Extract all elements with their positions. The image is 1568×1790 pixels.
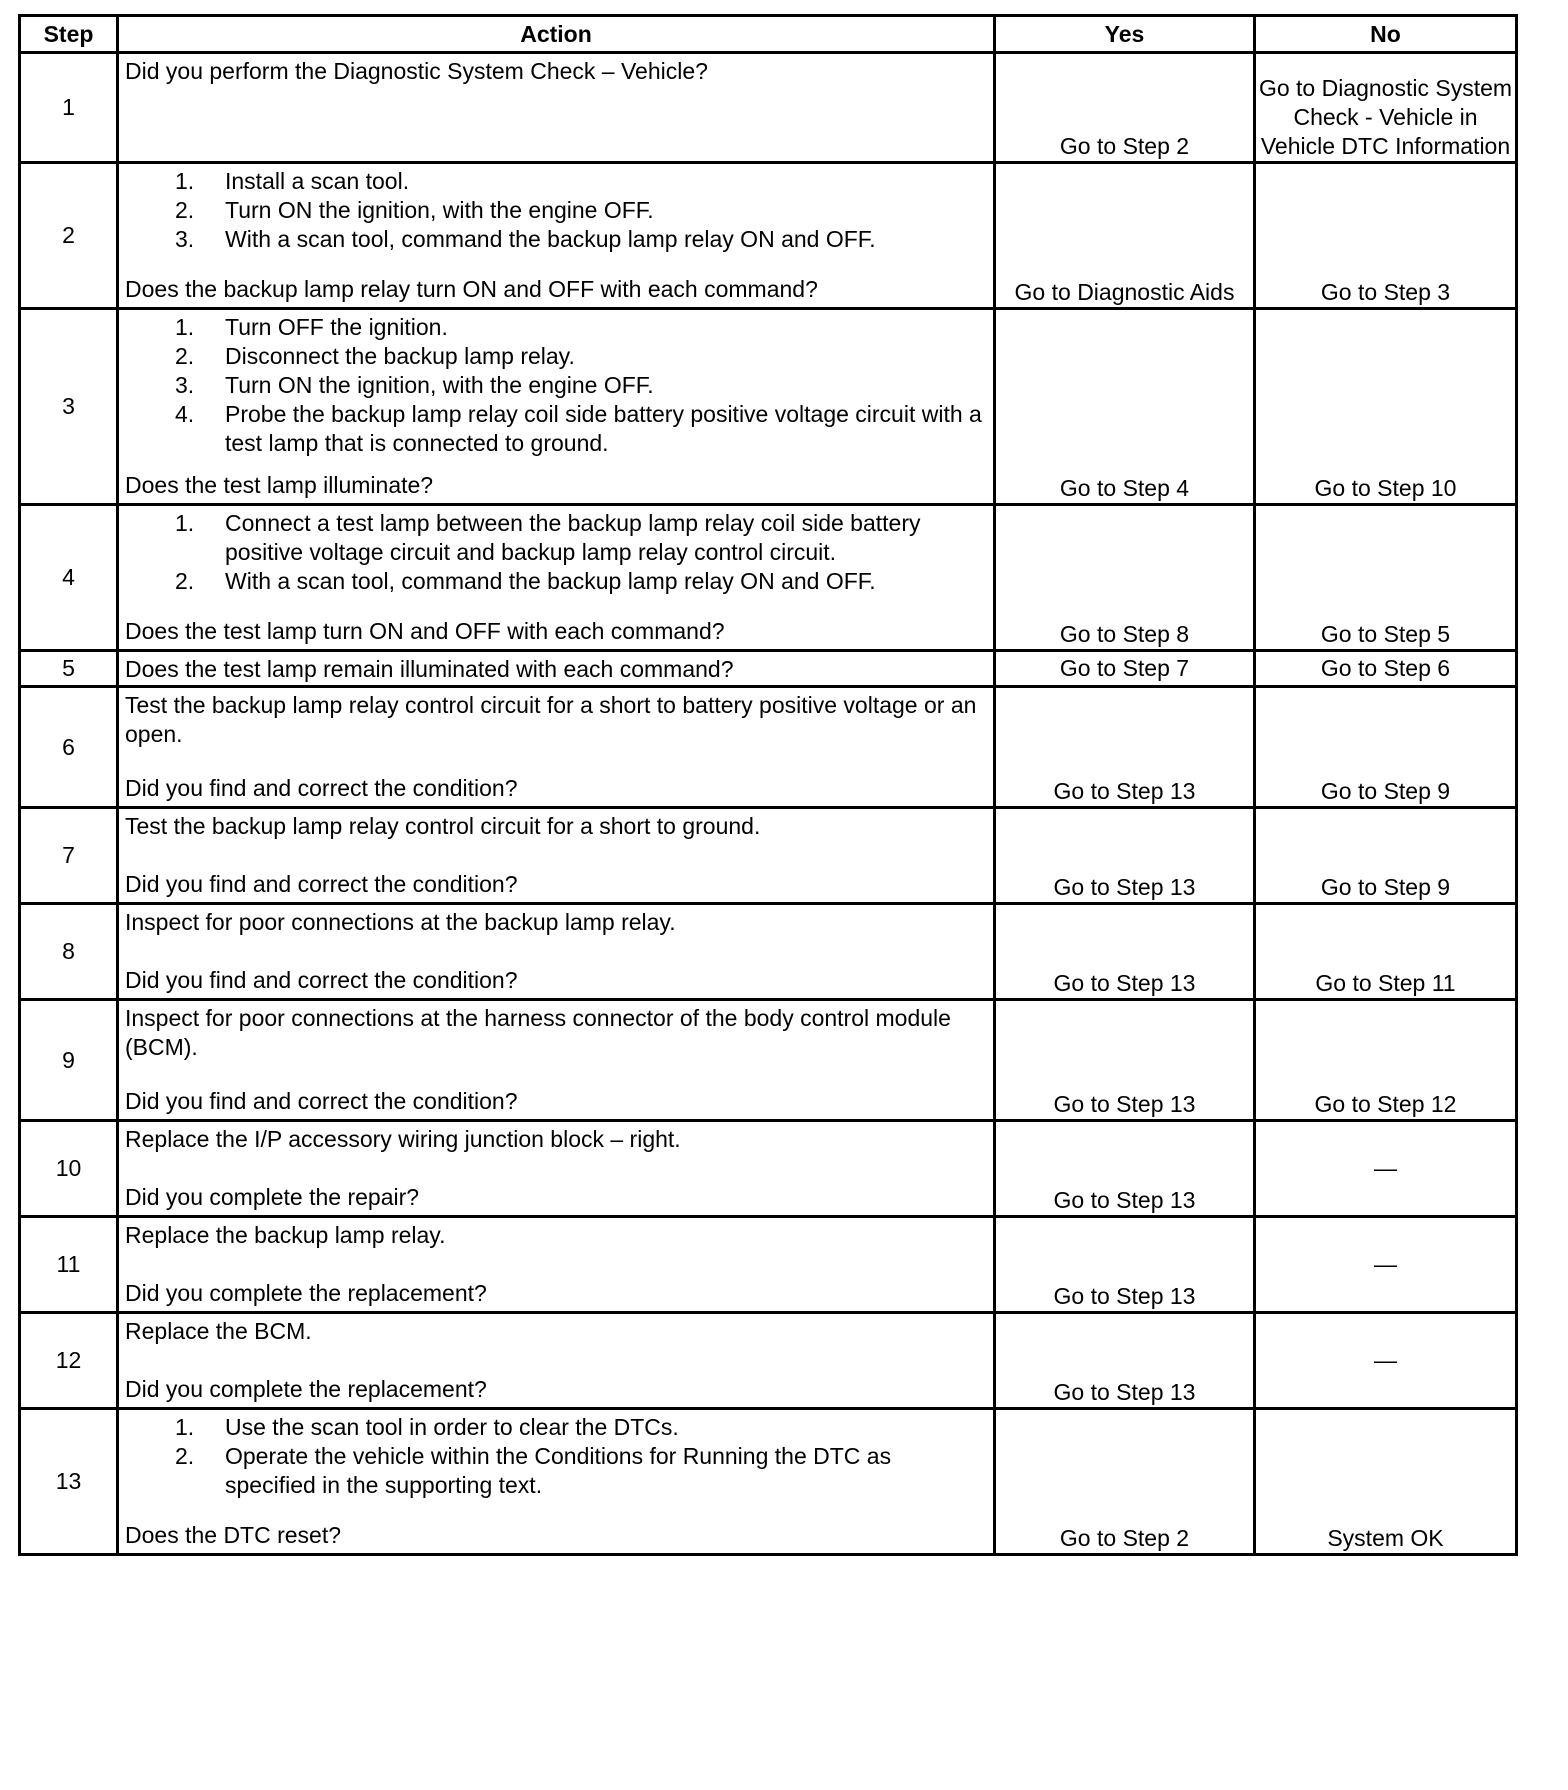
table-row bbox=[20, 309, 1517, 505]
list-item-number: 2. bbox=[175, 568, 195, 594]
action-question: Did you find and correct the condition? bbox=[125, 1088, 518, 1114]
action-steps-list bbox=[125, 1413, 987, 1500]
no-result: Go to Step 10 bbox=[1255, 309, 1517, 505]
no-result: — bbox=[1255, 1217, 1517, 1313]
action-text: Test the backup lamp relay control circuit for a short to battery positive voltage or an open. bbox=[125, 692, 977, 747]
list-item bbox=[175, 313, 987, 342]
header-action: Action bbox=[118, 16, 995, 53]
no-result: Go to Diagnostic System Check - Vehicle in Vehicle DTC Information bbox=[1255, 53, 1517, 163]
list-item-number: 2. bbox=[175, 1443, 195, 1469]
header-step: Step bbox=[20, 16, 118, 53]
list-item-text: Turn ON the ignition, with the engine OFF. bbox=[225, 372, 654, 398]
table-row bbox=[20, 687, 1517, 808]
action-question: Does the test lamp illuminate? bbox=[125, 472, 434, 498]
yes-result: Go to Step 2 bbox=[995, 53, 1255, 163]
list-item-number: 1. bbox=[175, 314, 195, 340]
no-result: System OK bbox=[1255, 1409, 1517, 1555]
action-question: Did you find and correct the condition? bbox=[125, 775, 518, 801]
yes-result: Go to Step 13 bbox=[995, 687, 1255, 808]
list-item-number: 3. bbox=[175, 226, 195, 252]
action-cell bbox=[118, 687, 995, 808]
list-item bbox=[175, 509, 987, 567]
step-number: 8 bbox=[20, 904, 118, 1000]
yes-result: Go to Step 13 bbox=[995, 808, 1255, 904]
step-number: 9 bbox=[20, 1000, 118, 1121]
action-text: Replace the BCM. bbox=[125, 1318, 312, 1344]
action-text: Test the backup lamp relay control circuit for a short to ground. bbox=[125, 813, 761, 839]
action-question: Does the test lamp turn ON and OFF with each command? bbox=[125, 618, 725, 644]
table-row bbox=[20, 1121, 1517, 1217]
action-cell bbox=[118, 651, 995, 687]
action-text: Inspect for poor connections at the backup lamp relay. bbox=[125, 909, 676, 935]
step-number: 3 bbox=[20, 309, 118, 505]
action-cell bbox=[118, 1217, 995, 1313]
table-row bbox=[20, 1409, 1517, 1555]
header-no: No bbox=[1255, 16, 1517, 53]
list-item bbox=[175, 400, 987, 458]
list-item-text: Turn OFF the ignition. bbox=[225, 314, 448, 340]
list-item bbox=[175, 196, 987, 225]
yes-result: Go to Step 4 bbox=[995, 309, 1255, 505]
action-cell bbox=[118, 1409, 995, 1555]
list-item-text: Connect a test lamp between the backup lamp relay coil side battery positive voltage circuit and backup lamp relay control circuit. bbox=[225, 510, 921, 565]
list-item bbox=[175, 567, 987, 596]
table-row bbox=[20, 904, 1517, 1000]
list-item-text: Operate the vehicle within the Conditions for Running the DTC as specified in the supporting text. bbox=[225, 1443, 892, 1498]
list-item-text: Disconnect the backup lamp relay. bbox=[225, 343, 575, 369]
no-result: Go to Step 12 bbox=[1255, 1000, 1517, 1121]
action-question: Did you find and correct the condition? bbox=[125, 871, 518, 897]
header-yes: Yes bbox=[995, 16, 1255, 53]
yes-result: Go to Step 8 bbox=[995, 505, 1255, 651]
action-question: Did you complete the repair? bbox=[125, 1184, 420, 1210]
list-item-number: 2. bbox=[175, 343, 195, 369]
yes-result: Go to Step 13 bbox=[995, 1121, 1255, 1217]
yes-result: Go to Step 13 bbox=[995, 1217, 1255, 1313]
list-item-text: Probe the backup lamp relay coil side battery positive voltage circuit with a test lamp that is connected to ground. bbox=[225, 401, 982, 456]
list-item bbox=[175, 1413, 987, 1442]
yes-result: Go to Step 13 bbox=[995, 904, 1255, 1000]
list-item-number: 1. bbox=[175, 510, 195, 536]
list-item-number: 4. bbox=[175, 401, 195, 427]
list-item bbox=[175, 1442, 987, 1500]
action-question: Does the backup lamp relay turn ON and OFF with each command? bbox=[125, 276, 818, 302]
table-row bbox=[20, 505, 1517, 651]
list-item bbox=[175, 371, 987, 400]
no-result: — bbox=[1255, 1313, 1517, 1409]
step-number: 2 bbox=[20, 163, 118, 309]
action-cell bbox=[118, 505, 995, 651]
no-result: Go to Step 11 bbox=[1255, 904, 1517, 1000]
action-cell bbox=[118, 1313, 995, 1409]
yes-result: Go to Diagnostic Aids bbox=[995, 163, 1255, 309]
action-question: Did you find and correct the condition? bbox=[125, 967, 518, 993]
step-number: 1 bbox=[20, 53, 118, 163]
table-row bbox=[20, 163, 1517, 309]
table-row bbox=[20, 808, 1517, 904]
table-row bbox=[20, 1313, 1517, 1409]
action-steps-list bbox=[125, 167, 987, 254]
action-cell bbox=[118, 309, 995, 505]
no-result: Go to Step 5 bbox=[1255, 505, 1517, 651]
table-row bbox=[20, 53, 1517, 163]
step-number: 6 bbox=[20, 687, 118, 808]
no-result: Go to Step 9 bbox=[1255, 687, 1517, 808]
list-item-number: 3. bbox=[175, 372, 195, 398]
no-result: Go to Step 6 bbox=[1255, 651, 1517, 687]
yes-result: Go to Step 7 bbox=[995, 651, 1255, 687]
yes-result: Go to Step 13 bbox=[995, 1313, 1255, 1409]
list-item bbox=[175, 342, 987, 371]
action-cell bbox=[118, 808, 995, 904]
action-text: Did you perform the Diagnostic System Check – Vehicle? bbox=[125, 58, 708, 84]
action-steps-list bbox=[125, 313, 987, 458]
step-number: 12 bbox=[20, 1313, 118, 1409]
step-number: 7 bbox=[20, 808, 118, 904]
table-row bbox=[20, 1217, 1517, 1313]
action-question: Did you complete the replacement? bbox=[125, 1376, 487, 1402]
table-row bbox=[20, 651, 1517, 687]
list-item-text: Use the scan tool in order to clear the DTCs. bbox=[225, 1414, 679, 1440]
list-item-number: 1. bbox=[175, 168, 195, 194]
action-question: Does the DTC reset? bbox=[125, 1522, 342, 1548]
list-item-text: With a scan tool, command the backup lamp relay ON and OFF. bbox=[225, 226, 876, 252]
no-result: Go to Step 9 bbox=[1255, 808, 1517, 904]
no-result: Go to Step 3 bbox=[1255, 163, 1517, 309]
action-text: Replace the I/P accessory wiring junction block – right. bbox=[125, 1126, 681, 1152]
header-row bbox=[20, 16, 1517, 53]
step-number: 4 bbox=[20, 505, 118, 651]
step-number: 11 bbox=[20, 1217, 118, 1313]
list-item bbox=[175, 167, 987, 196]
list-item bbox=[175, 225, 987, 254]
list-item-text: With a scan tool, command the backup lamp relay ON and OFF. bbox=[225, 568, 876, 594]
action-question: Did you complete the replacement? bbox=[125, 1280, 487, 1306]
yes-result: Go to Step 13 bbox=[995, 1000, 1255, 1121]
action-steps-list bbox=[125, 509, 987, 596]
list-item-text: Turn ON the ignition, with the engine OFF. bbox=[225, 197, 654, 223]
list-item-text: Install a scan tool. bbox=[225, 168, 410, 194]
step-number: 5 bbox=[20, 651, 118, 687]
action-text: Replace the backup lamp relay. bbox=[125, 1222, 446, 1248]
action-cell bbox=[118, 1000, 995, 1121]
action-cell bbox=[118, 163, 995, 309]
action-text: Does the test lamp remain illuminated with each command? bbox=[125, 656, 734, 682]
step-number: 10 bbox=[20, 1121, 118, 1217]
yes-result: Go to Step 2 bbox=[995, 1409, 1255, 1555]
table-row bbox=[20, 1000, 1517, 1121]
action-cell bbox=[118, 904, 995, 1000]
no-result: — bbox=[1255, 1121, 1517, 1217]
step-number: 13 bbox=[20, 1409, 118, 1555]
list-item-number: 1. bbox=[175, 1414, 195, 1440]
action-cell bbox=[118, 53, 995, 163]
action-cell bbox=[118, 1121, 995, 1217]
diagnostic-table bbox=[18, 14, 1518, 1556]
action-text: Inspect for poor connections at the harness connector of the body control module (BCM). bbox=[125, 1005, 951, 1060]
list-item-number: 2. bbox=[175, 197, 195, 223]
table-body bbox=[20, 53, 1517, 1555]
